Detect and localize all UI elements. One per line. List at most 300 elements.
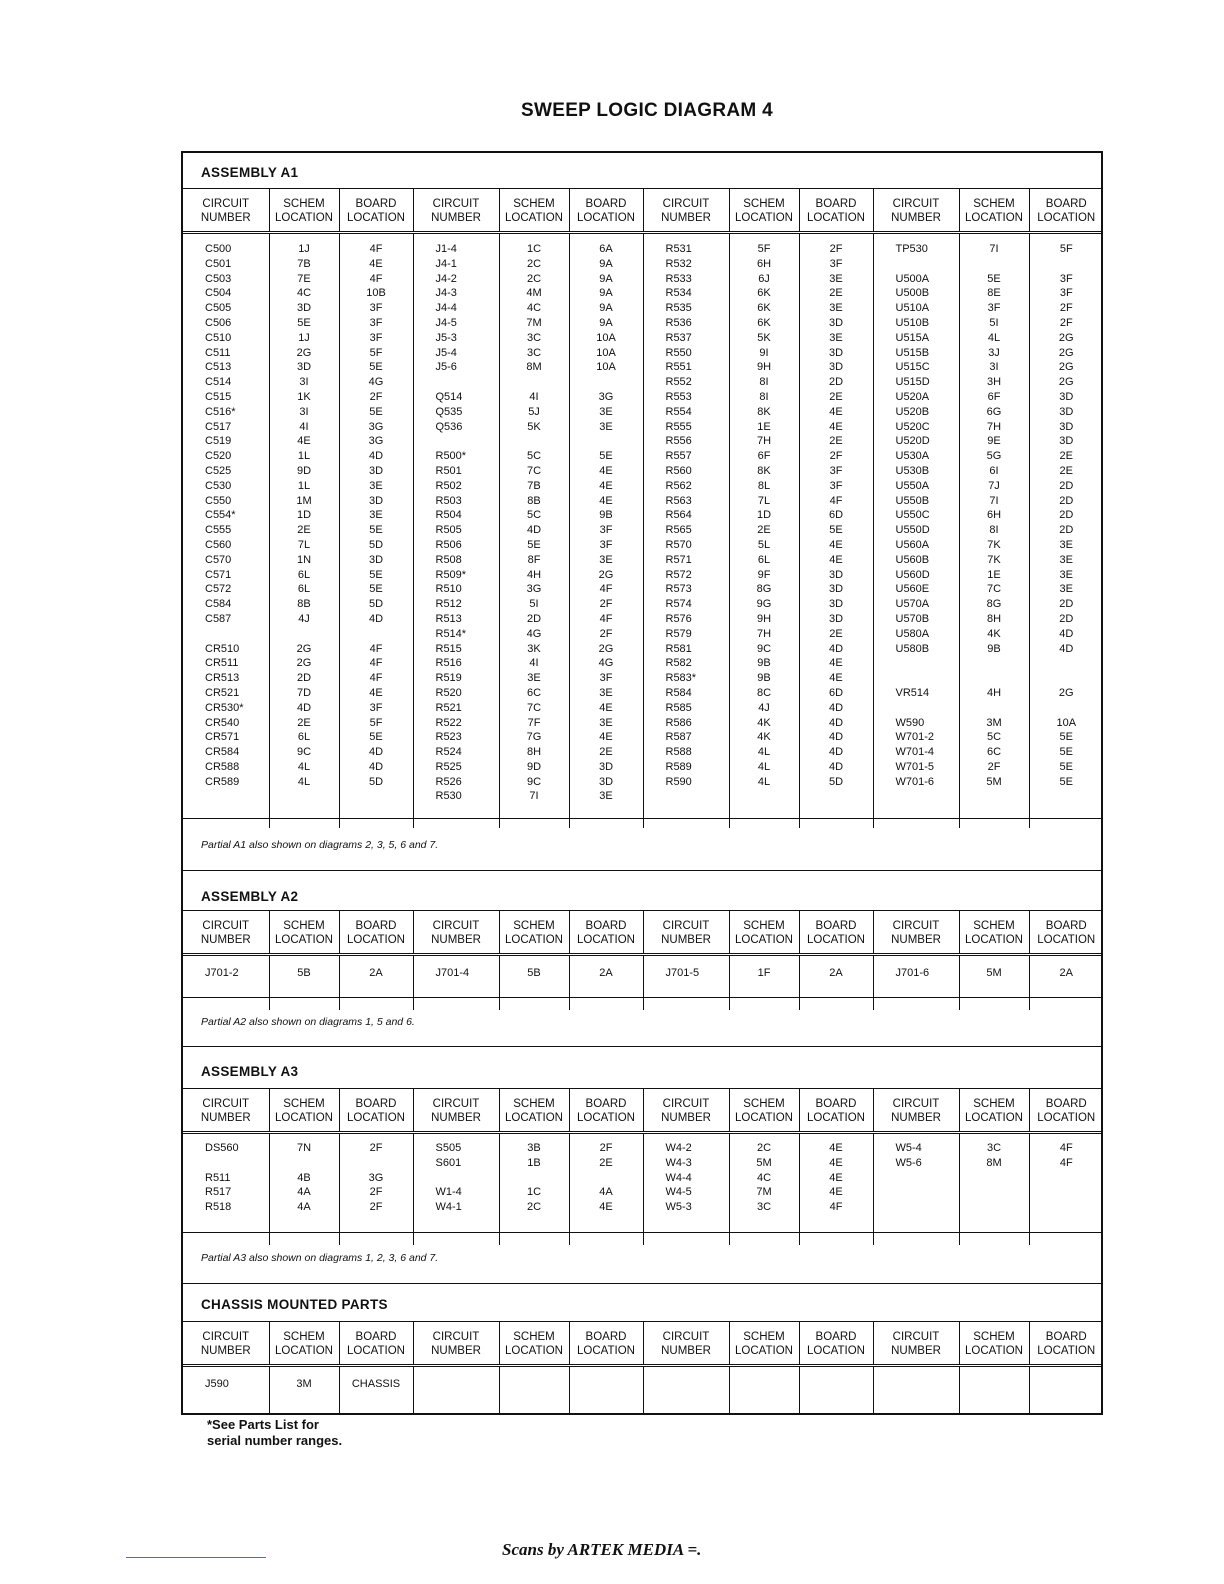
schem-location-header: SCHEM LOCATION (729, 1322, 799, 1366)
part-entry: R583* (665, 672, 697, 685)
part-entry: 4D (368, 612, 384, 625)
part-entry: C525 (205, 464, 232, 477)
part-entry: R533 (665, 272, 692, 285)
part-entry (1030, 656, 1104, 671)
part-entry (270, 627, 339, 642)
part-entry: 6D (828, 686, 844, 699)
circuit-number-cell (183, 233, 269, 829)
part-entry: 3C (526, 331, 542, 344)
part-entry: R522 (435, 716, 462, 729)
part-entry: 2E (599, 1156, 613, 1169)
part-entry: 4E (829, 420, 843, 433)
part-entry: 3E (1059, 568, 1073, 581)
part-entry: 1D (756, 509, 772, 522)
part-entry: R574 (665, 598, 692, 611)
board-location-cell (1029, 233, 1103, 829)
part-entry: 4E (829, 553, 843, 566)
part-entry: R509* (435, 568, 467, 581)
part-entry (896, 671, 959, 686)
part-entry: 5E (369, 731, 383, 744)
part-entry: 4F (829, 1201, 843, 1214)
part-entry: 8I (759, 376, 769, 389)
part-entry: U500A (895, 272, 930, 285)
part-entry: J701-4 (435, 967, 470, 979)
part-entry (340, 1156, 413, 1171)
schem-location-cell (729, 1366, 799, 1414)
part-entry: S601 (435, 1156, 462, 1169)
part-entry: 3D (828, 612, 844, 625)
part-entry: R576 (665, 612, 692, 625)
circuit-number-header: CIRCUIT NUMBER (413, 1089, 499, 1133)
part-entry: 9A (599, 316, 613, 329)
part-entry: U520A (895, 390, 930, 403)
part-entry: C510 (205, 331, 232, 344)
part-entry: R532 (665, 257, 692, 270)
part-entry: 4F (829, 494, 843, 507)
part-entry: C511 (205, 346, 231, 359)
part-entry (570, 375, 643, 390)
part-entry: 8I (989, 524, 999, 537)
part-entry: 8M (986, 1156, 1002, 1169)
part-entry: R536 (665, 316, 692, 329)
part-entry: 9C (296, 746, 312, 759)
part-entry: 4E (829, 672, 843, 685)
part-entry (500, 375, 569, 390)
schem-location-header: SCHEM LOCATION (959, 911, 1029, 955)
part-entry: 5M (986, 775, 1002, 788)
part-entry: 9D (526, 760, 542, 773)
board-location-cell (799, 1133, 873, 1246)
part-entry: R556 (665, 435, 692, 448)
part-entry: 8B (297, 598, 311, 611)
part-entry: 3E (599, 686, 613, 699)
circuit-number-header: CIRCUIT NUMBER (183, 1322, 269, 1366)
board-location-header: BOARD LOCATION (569, 1089, 643, 1133)
schem-location-header: SCHEM LOCATION (499, 911, 569, 955)
assembly-note: Partial A2 also shown on diagrams 1, 5 and 6. (181, 997, 1103, 1047)
schem-location-header: SCHEM LOCATION (269, 911, 339, 955)
part-entry: W590 (895, 716, 925, 729)
part-entry: J701-2 (205, 967, 239, 979)
part-entry: R589 (665, 760, 692, 773)
part-entry: C517 (205, 420, 232, 433)
circuit-number-header: CIRCUIT NUMBER (413, 189, 499, 233)
part-entry: 3B (527, 1142, 541, 1154)
part-entry: R517 (205, 1186, 232, 1199)
part-entry: 3E (829, 272, 843, 285)
part-entry: W4-3 (665, 1156, 692, 1169)
part-entry: 3F (829, 257, 843, 270)
part-entry: R502 (435, 479, 462, 492)
part-entry: 3F (829, 464, 843, 477)
part-entry: 4E (599, 1201, 613, 1214)
part-entry: U580A (895, 627, 930, 640)
part-entry: 4L (987, 331, 1001, 344)
part-entry: 4I (529, 657, 539, 670)
part-entry: 5E (1059, 731, 1073, 744)
part-entry: R560 (665, 464, 692, 477)
part-entry: 6A (599, 243, 613, 255)
part-entry: R518 (205, 1201, 232, 1214)
part-entry: 8B (527, 494, 541, 507)
part-entry: 2E (297, 524, 311, 537)
part-entry: 3F (599, 524, 613, 537)
part-entry: J4-2 (435, 272, 457, 285)
part-entry: 3H (986, 376, 1002, 389)
part-entry: 4D (828, 642, 844, 655)
part-entry: CR584 (205, 746, 240, 759)
part-entry: W5-6 (895, 1156, 922, 1169)
part-entry: 4F (369, 657, 383, 670)
part-entry: 1D (296, 509, 312, 522)
part-entry: 2F (829, 243, 843, 255)
part-entry: 4C (526, 302, 542, 315)
part-entry: 7I (989, 243, 999, 255)
part-entry: U510A (895, 302, 930, 315)
footnote-line: serial number ranges. (207, 1433, 343, 1448)
part-entry: 4D (828, 731, 844, 744)
part-entry: 2E (1059, 464, 1073, 477)
board-location-cell (1029, 1366, 1103, 1414)
part-entry: 7G (526, 731, 542, 744)
part-entry: 4E (297, 435, 311, 448)
part-entry: 4E (829, 405, 843, 418)
part-entry: 2F (829, 450, 843, 463)
part-entry: R530 (435, 790, 462, 803)
part-entry: R505 (435, 524, 462, 537)
part-entry: R572 (665, 568, 692, 581)
part-entry: 6K (757, 316, 771, 329)
board-location-header: BOARD LOCATION (339, 189, 413, 233)
part-entry: R586 (665, 716, 692, 729)
part-entry: CR513 (205, 672, 240, 685)
part-entry: W5-3 (665, 1201, 692, 1214)
part-entry: C515 (205, 390, 232, 403)
part-entry: W701-5 (895, 760, 935, 773)
part-entry: 4E (599, 701, 613, 714)
part-entry: 6L (757, 553, 771, 566)
part-entry: 7I (529, 790, 539, 803)
part-entry: C571 (205, 568, 232, 581)
part-entry: 2G (1058, 346, 1074, 359)
part-entry: R508 (435, 553, 462, 566)
part-entry: 4D (828, 746, 844, 759)
part-entry: 8F (527, 553, 541, 566)
part-entry: 4C (296, 287, 312, 300)
part-entry: 3E (599, 790, 613, 803)
chassis-parts-section (181, 1284, 1103, 1415)
part-entry: 4D (828, 701, 844, 714)
part-entry: 2E (599, 746, 613, 759)
part-entry: 2F (599, 598, 613, 611)
circuit-number-header: CIRCUIT NUMBER (183, 189, 269, 233)
part-entry: 7K (987, 538, 1001, 551)
part-entry: 5F (1059, 243, 1073, 255)
page-title: SWEEP LOGIC DIAGRAM 4 (521, 100, 773, 121)
part-entry: 5G (986, 450, 1002, 463)
part-entry: 3F (829, 479, 843, 492)
part-entry: 4L (297, 760, 311, 773)
part-entry: R570 (665, 538, 692, 551)
part-entry: 1F (757, 967, 771, 979)
part-entry: 9D (296, 464, 312, 477)
part-entry: TP530 (895, 243, 928, 255)
part-entry: 5C (986, 731, 1002, 744)
circuit-number-cell (643, 233, 729, 829)
circuit-number-cell (413, 1133, 499, 1246)
part-entry: 4M (526, 287, 542, 300)
schem-location-cell (499, 1366, 569, 1414)
part-entry: 8L (757, 479, 771, 492)
circuit-number-header: CIRCUIT NUMBER (643, 911, 729, 955)
part-entry (270, 1156, 339, 1171)
board-location-header: BOARD LOCATION (1029, 1089, 1103, 1133)
part-entry: 5E (369, 583, 383, 596)
part-entry: U520D (895, 435, 930, 448)
part-entry: 10A (1056, 716, 1077, 729)
part-entry: CR511 (205, 657, 239, 670)
circuit-number-cell (413, 233, 499, 829)
part-entry: J701-5 (665, 967, 700, 979)
schem-location-cell (959, 233, 1029, 829)
part-entry: 3F (599, 538, 613, 551)
circuit-number-cell (643, 1366, 729, 1414)
part-entry: U550C (895, 509, 930, 522)
part-entry: 6L (297, 731, 311, 744)
board-location-header: BOARD LOCATION (799, 911, 873, 955)
part-entry: 5D (368, 538, 384, 551)
part-entry: 3D (368, 494, 384, 507)
part-entry: 1J (298, 243, 310, 255)
part-entry (500, 434, 569, 449)
part-entry: 5D (828, 775, 844, 788)
part-entry: 3F (369, 331, 383, 344)
part-entry: 7F (527, 716, 541, 729)
part-entry: 4I (299, 420, 309, 433)
part-entry: 7H (756, 435, 772, 448)
circuit-number-cell (643, 1133, 729, 1246)
part-entry: 5J (528, 405, 540, 418)
part-entry: C520 (205, 450, 232, 463)
schem-location-header: SCHEM LOCATION (729, 1089, 799, 1133)
board-location-header: BOARD LOCATION (339, 1322, 413, 1366)
part-entry: C572 (205, 583, 232, 596)
part-entry (340, 627, 413, 642)
table-body-row (183, 1366, 1103, 1414)
part-entry: W5-4 (895, 1142, 922, 1154)
part-entry: 4D (828, 716, 844, 729)
part-entry: R504 (435, 509, 462, 522)
schem-location-header: SCHEM LOCATION (269, 1322, 339, 1366)
part-entry: 6D (828, 509, 844, 522)
board-location-cell (799, 233, 873, 829)
part-entry: 1E (987, 568, 1001, 581)
part-entry (436, 375, 499, 390)
assembly-note: Partial A3 also shown on diagrams 1, 2, 3, 6 and 7. (181, 1232, 1103, 1284)
part-entry (205, 627, 269, 642)
part-entry: 3I (299, 376, 309, 389)
part-entry: 7I (989, 494, 999, 507)
part-entry: 5I (529, 598, 539, 611)
part-entry: R512 (435, 598, 462, 611)
part-entry: R571 (665, 553, 692, 566)
part-entry: 3D (1059, 390, 1074, 403)
part-entry: 5E (369, 524, 383, 537)
part-entry: 6H (986, 509, 1002, 522)
part-entry: 2A (599, 967, 613, 979)
board-location-cell (1029, 1133, 1103, 1246)
part-entry: 1L (297, 479, 311, 492)
part-entry: 5E (1059, 746, 1073, 759)
part-entry: 4F (369, 642, 383, 655)
part-entry: 3M (986, 716, 1002, 729)
circuit-number-header: CIRCUIT NUMBER (873, 1322, 959, 1366)
part-entry: R521 (435, 701, 462, 714)
board-location-header: BOARD LOCATION (569, 911, 643, 955)
part-entry: Q514 (435, 390, 463, 403)
part-entry: 3D (828, 316, 844, 329)
part-entry: R581 (665, 642, 692, 655)
part-entry: 3E (599, 553, 613, 566)
part-entry: 2D (1059, 479, 1074, 492)
part-entry: 2F (1059, 316, 1073, 329)
part-entry: U520B (895, 405, 930, 418)
part-entry: 2C (526, 272, 542, 285)
part-entry: 9I (759, 346, 769, 359)
board-location-cell (569, 1366, 643, 1414)
part-entry: 4D (1059, 627, 1074, 640)
part-entry (1030, 701, 1104, 716)
part-entry: C519 (205, 435, 232, 448)
schem-location-header: SCHEM LOCATION (729, 911, 799, 955)
part-entry: 3D (598, 775, 614, 788)
part-entry: 2F (1059, 302, 1073, 315)
part-entry: 5I (989, 316, 999, 329)
part-entry: 3G (526, 583, 542, 596)
parts-table (183, 1322, 1103, 1413)
part-entry: 9G (756, 598, 772, 611)
part-entry: 5F (757, 243, 771, 255)
part-entry: 3G (598, 390, 614, 403)
part-entry: R519 (435, 672, 462, 685)
part-entry: 5M (756, 1156, 772, 1169)
part-entry: U550D (895, 524, 930, 537)
part-entry: 9H (756, 361, 772, 374)
part-entry: 9B (757, 672, 771, 685)
part-entry: 3E (369, 479, 383, 492)
part-entry: 2D (296, 672, 312, 685)
part-entry: 4F (369, 243, 383, 255)
part-entry: 7H (986, 420, 1002, 433)
part-entry: 2D (828, 376, 844, 389)
circuit-number-header: CIRCUIT NUMBER (873, 189, 959, 233)
part-entry: U560A (895, 538, 930, 551)
part-entry: 4A (297, 1186, 311, 1199)
part-entry: R555 (665, 420, 692, 433)
part-entry: 5F (369, 716, 383, 729)
part-entry: C550 (205, 494, 232, 507)
part-entry: W1-4 (435, 1186, 462, 1199)
part-entry: C505 (205, 302, 232, 315)
part-entry: 3E (599, 716, 613, 729)
part-entry: 9F (757, 568, 771, 581)
part-entry: S505 (435, 1142, 462, 1154)
part-entry: 2D (526, 612, 542, 625)
part-entry: C500 (205, 243, 232, 255)
part-entry: 2F (369, 390, 383, 403)
part-entry: C554* (205, 509, 236, 522)
part-entry: 8G (756, 583, 772, 596)
part-entry: R582 (665, 657, 692, 670)
part-entry: 2D (1059, 524, 1074, 537)
part-entry: 7M (526, 316, 542, 329)
part-entry: CR510 (205, 642, 240, 655)
board-location-cell (569, 1133, 643, 1246)
part-entry: C514 (205, 376, 232, 389)
part-entry: 2C (756, 1142, 772, 1154)
part-entry: 7H (756, 627, 772, 640)
part-entry: C506 (205, 316, 232, 329)
part-entry: 9C (756, 642, 772, 655)
part-entry: 4D (296, 701, 312, 714)
part-entry: C584 (205, 598, 232, 611)
part-entry (436, 1171, 499, 1186)
part-entry: 1J (298, 331, 310, 344)
part-entry: R588 (665, 746, 692, 759)
part-entry: W4-5 (665, 1186, 692, 1199)
part-entry: CR588 (205, 760, 240, 773)
part-entry: 4D (828, 760, 844, 773)
part-entry: R501 (435, 464, 462, 477)
part-entry: C530 (205, 479, 232, 492)
part-entry: 6L (297, 568, 311, 581)
board-location-header: BOARD LOCATION (569, 189, 643, 233)
part-entry: U570A (895, 598, 930, 611)
circuit-number-header: CIRCUIT NUMBER (643, 1322, 729, 1366)
part-entry: 2D (1059, 494, 1074, 507)
part-entry: VR514 (895, 686, 930, 699)
part-entry: 6G (986, 405, 1002, 418)
part-entry: 3D (828, 598, 844, 611)
part-entry: 3E (829, 302, 843, 315)
part-entry: R514* (435, 627, 467, 640)
part-entry: 1C (526, 243, 542, 255)
part-entry: 5E (297, 316, 311, 329)
part-entry: 4G (598, 657, 614, 670)
part-entry: 4L (757, 746, 771, 759)
part-entry: J5-6 (435, 361, 457, 374)
part-entry: R550 (665, 346, 692, 359)
part-entry: 3D (368, 553, 384, 566)
part-entry: 1L (297, 450, 311, 463)
part-entry: 2A (829, 967, 843, 979)
part-entry: 6C (526, 686, 542, 699)
part-entry: 5E (369, 405, 383, 418)
part-entry: 8E (987, 287, 1001, 300)
part-entry: J590 (205, 1378, 229, 1390)
part-entry: 7L (297, 538, 311, 551)
part-entry: U510B (895, 316, 930, 329)
circuit-number-header: CIRCUIT NUMBER (873, 911, 959, 955)
part-entry: 3D (296, 361, 312, 374)
part-entry (960, 701, 1029, 716)
part-entry: 3C (986, 1142, 1002, 1154)
part-entry (960, 656, 1029, 671)
part-entry: 5E (829, 524, 843, 537)
part-entry: C555 (205, 524, 232, 537)
part-entry (1030, 671, 1104, 686)
part-entry: 4E (599, 464, 613, 477)
